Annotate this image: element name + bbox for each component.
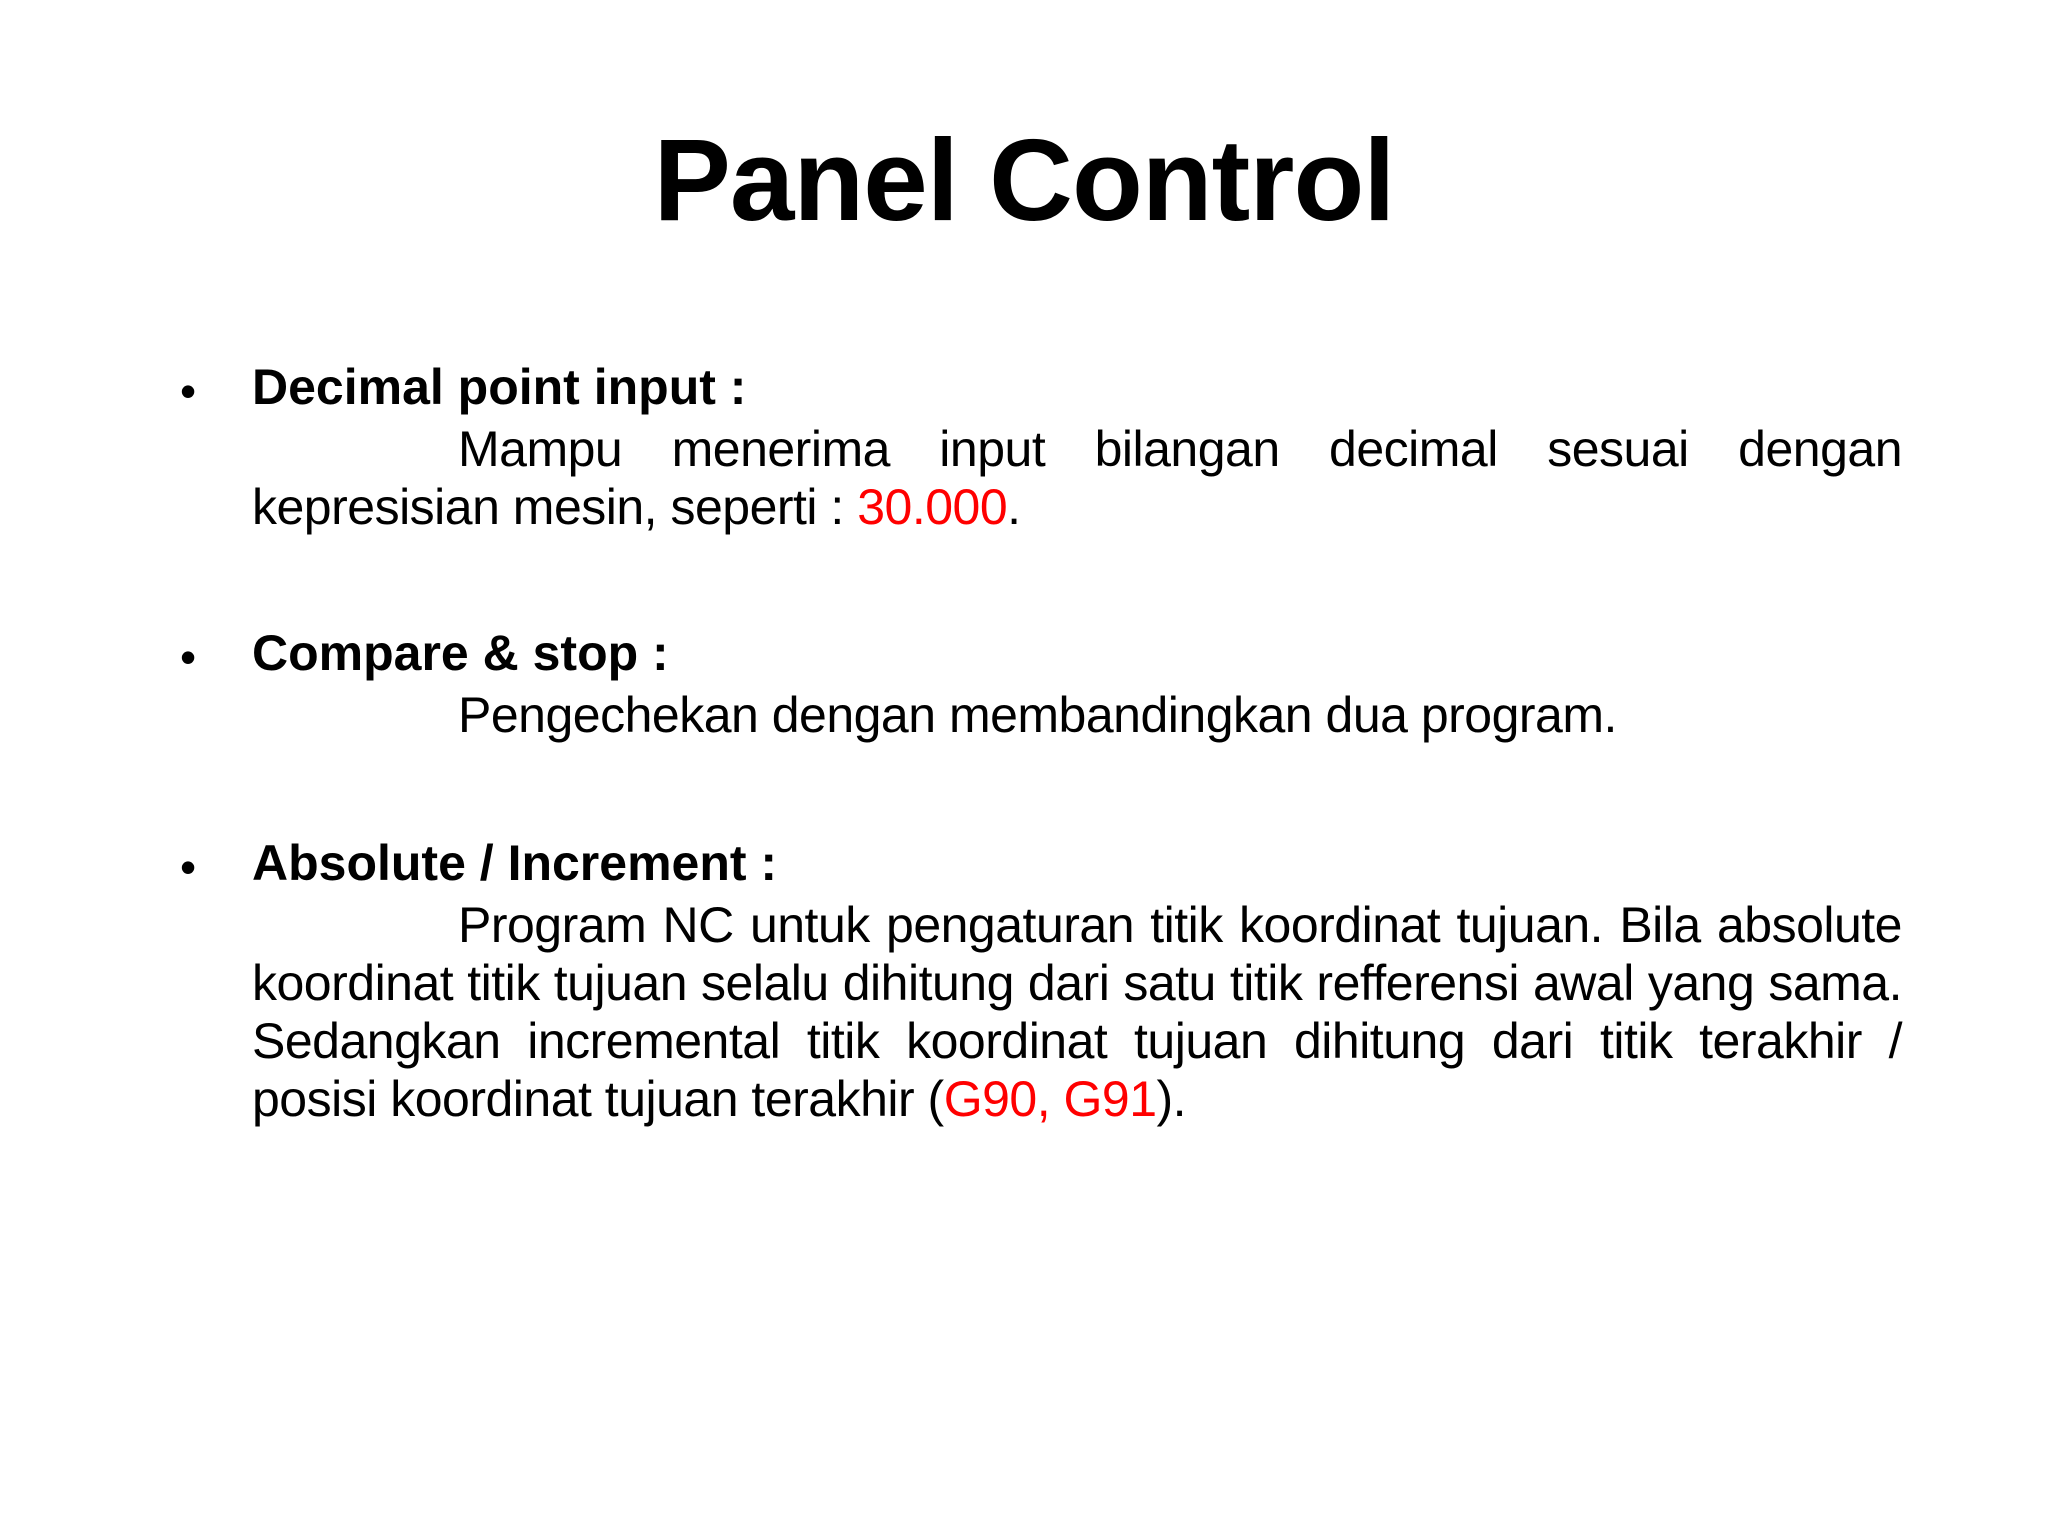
desc-highlight: G90, G91: [943, 1071, 1157, 1127]
desc-text: Pengechekan dengan membandingkan dua program.: [458, 687, 1617, 743]
slide-title: Panel Control: [653, 115, 1395, 245]
item-description: [252, 686, 1902, 744]
item-description: [252, 420, 1902, 536]
desc-text: Mampu menerima input bilangan decimal sesuai dengan kepresisian mesin, seperti :: [252, 421, 1902, 535]
desc-text: Program NC untuk pengaturan titik koordinat tujuan. Bila absolute koordinat titik tujuan selalu dihitung dari satu titik refferensi awal yang sama. Sedangkan incremental titik koordinat tujuan dihitung dari titik terakhir / posisi koordinat tujuan terakhir (: [252, 897, 1902, 1127]
list-item-absolute-increment: [252, 834, 1902, 1128]
item-heading: Decimal point input :: [252, 359, 747, 415]
bullet-icon: •: [180, 631, 197, 683]
bullet-icon: •: [180, 365, 197, 417]
item-description: [252, 896, 1902, 1128]
desc-highlight: 30.000: [857, 479, 1008, 535]
desc-text-end: ).: [1156, 1071, 1187, 1127]
list-item-compare-stop: [252, 624, 1902, 744]
bullet-icon: •: [180, 841, 197, 893]
item-heading: Compare & stop :: [252, 625, 669, 681]
desc-text-end: .: [1007, 479, 1021, 535]
item-heading: Absolute / Increment :: [252, 835, 778, 891]
list-item-decimal-point-input: [252, 358, 1902, 536]
